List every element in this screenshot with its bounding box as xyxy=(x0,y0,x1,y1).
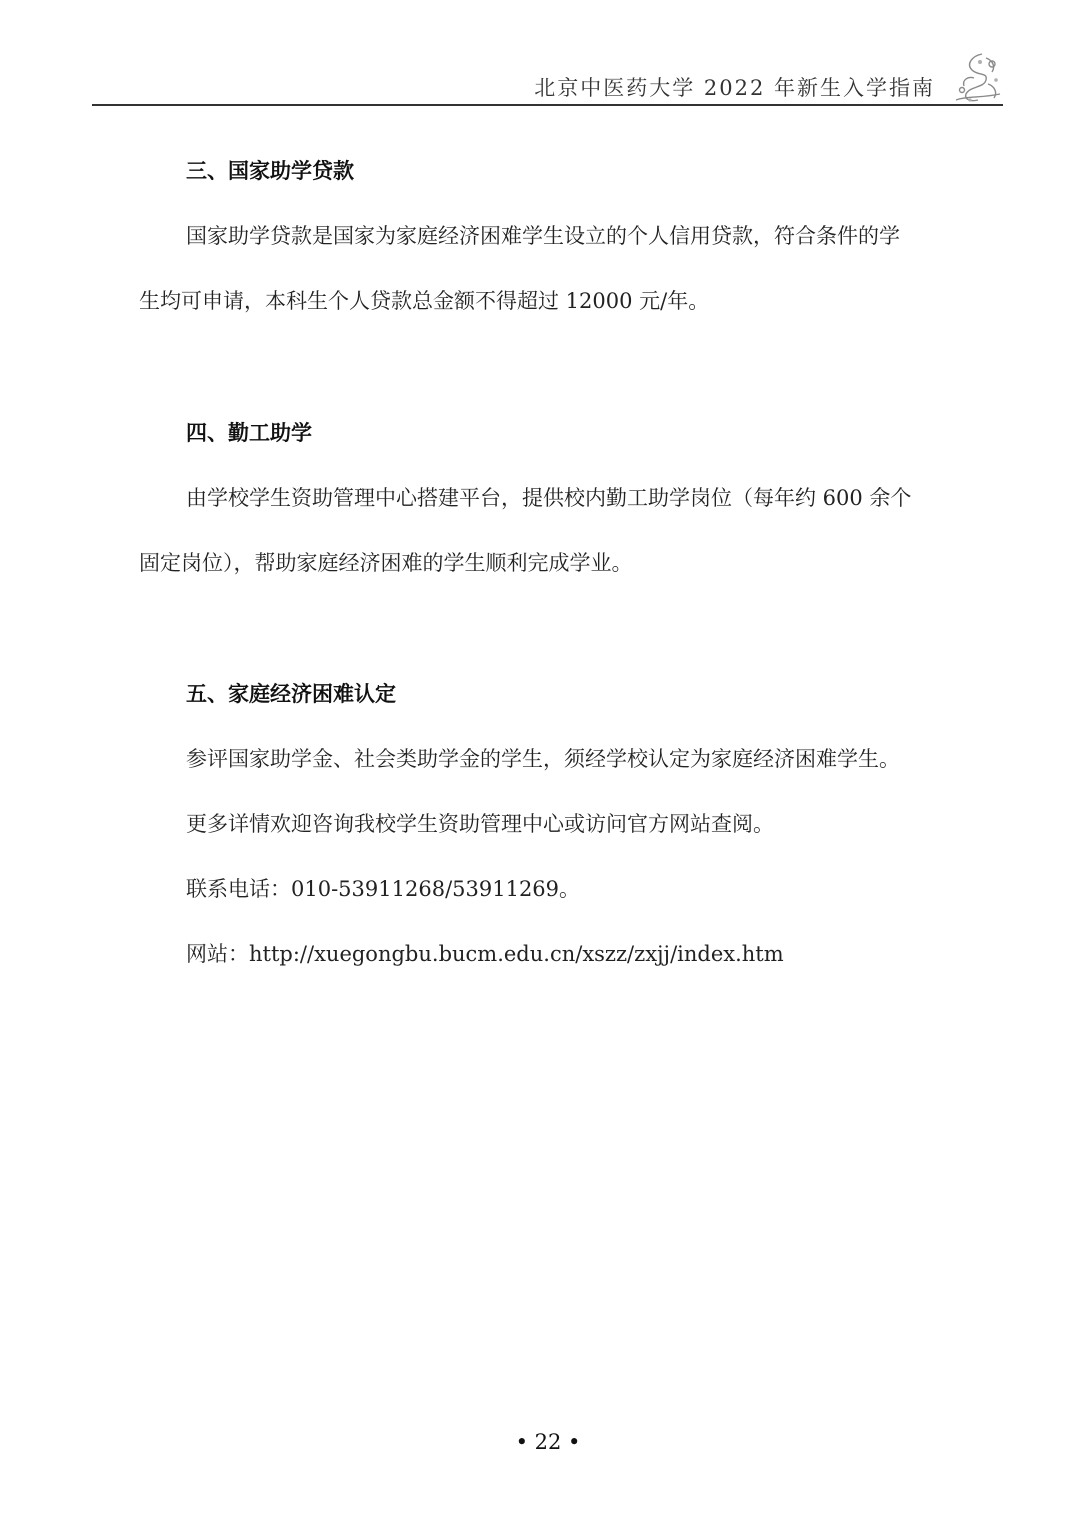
section-heading-national-loan: 三、国家助学贷款 xyxy=(186,159,354,183)
paragraph-line: 固定岗位），帮助家庭经济困难的学生顺利完成学业。 xyxy=(139,551,633,575)
paragraph-line: 参评国家助学金、社会类助学金的学生，须经学校认定为家庭经济困难学生。 xyxy=(186,747,900,771)
paragraph-line: 由学校学生资助管理中心搭建平台，提供校内勤工助学岗位（每年约 600 余个 xyxy=(186,486,912,510)
website-link[interactable]: 网站：http://xuegongbu.bucm.edu.cn/xszz/zxjj/index.htm xyxy=(186,942,784,966)
contact-phone: 联系电话：010-53911268/53911269。 xyxy=(186,877,581,901)
floral-ornament-icon xyxy=(952,50,1004,104)
header-title: 北京中医药大学 2022 年新生入学指南 xyxy=(534,76,935,100)
paragraph-line: 更多详情欢迎咨询我校学生资助管理中心或访问官方网站查阅。 xyxy=(186,812,774,836)
header-divider xyxy=(92,104,1003,106)
section-heading-work-study: 四、勤工助学 xyxy=(186,421,312,445)
paragraph-line: 生均可申请，本科生个人贷款总金额不得超过 12000 元/年。 xyxy=(139,289,710,313)
section-heading-hardship-certification: 五、家庭经济困难认定 xyxy=(186,682,396,706)
page-number: • 22 • xyxy=(515,1430,581,1454)
paragraph-line: 国家助学贷款是国家为家庭经济困难学生设立的个人信用贷款，符合条件的学 xyxy=(186,224,900,248)
